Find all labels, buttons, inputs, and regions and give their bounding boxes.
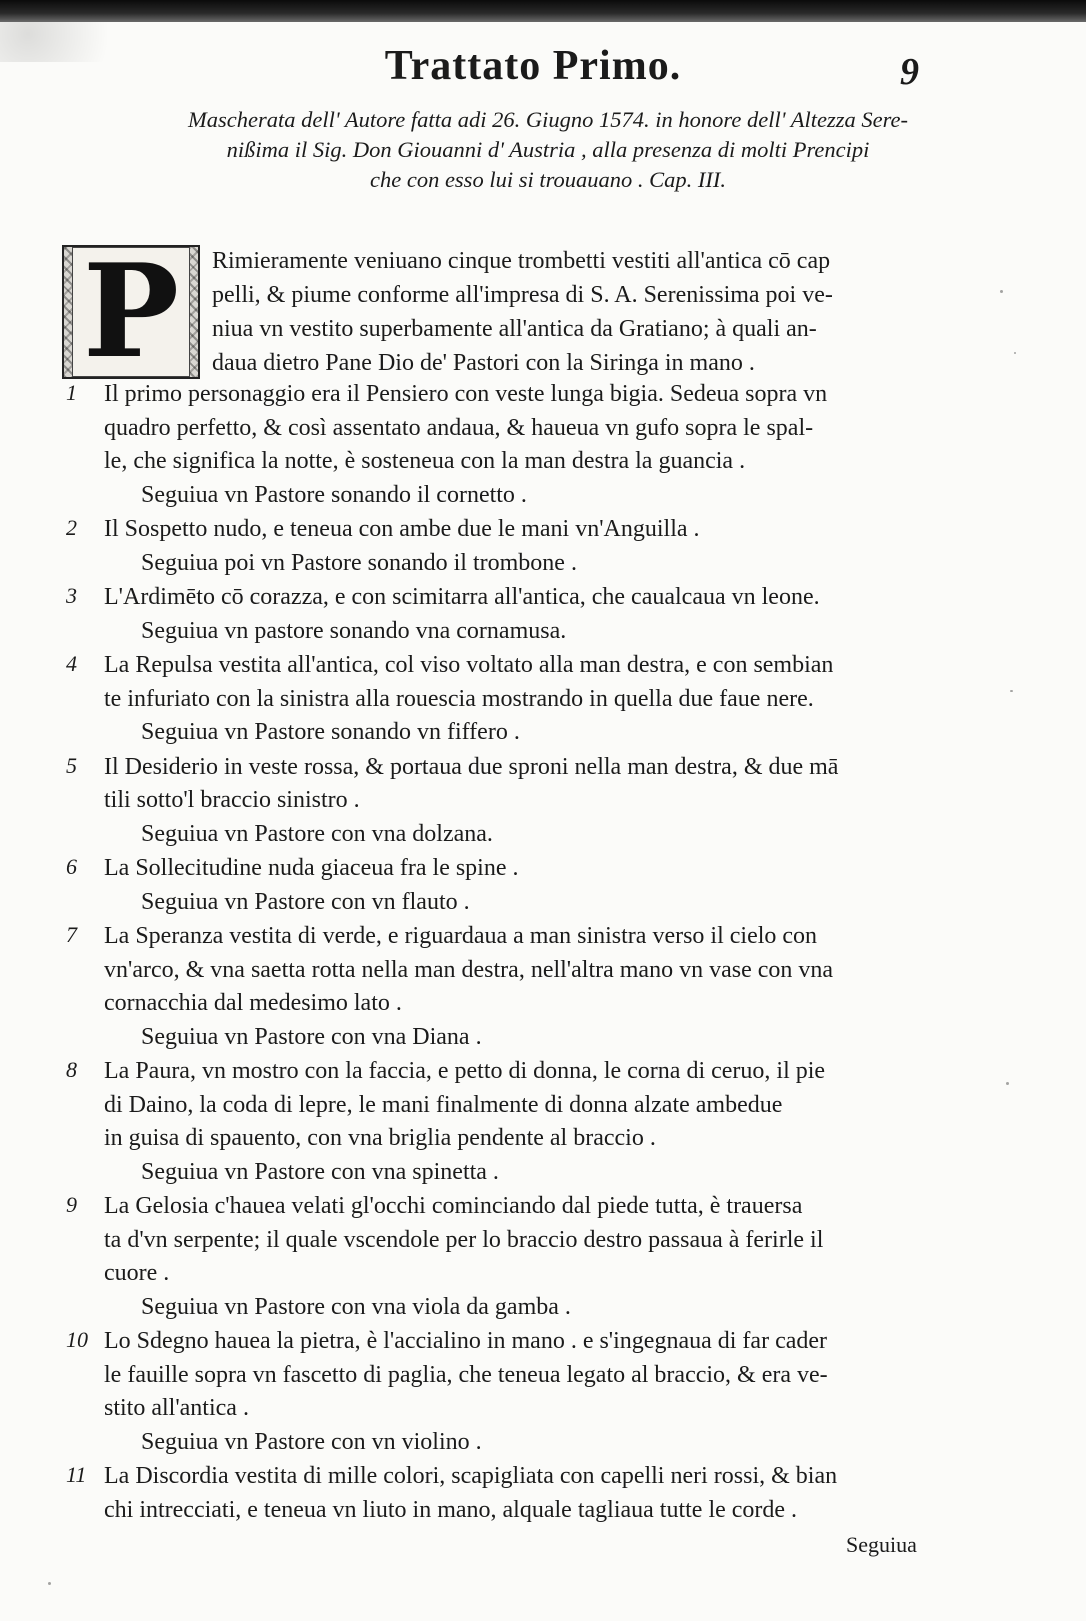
entry-line: La Discordia vestita di mille colori, scapigliata con capelli neri rossi, & bian (104, 1463, 838, 1489)
opening-line: daua dietro Pane Dio de' Pastori con la Siringa in mano . (212, 350, 755, 376)
entry (66, 649, 996, 716)
entry-text (104, 581, 996, 615)
ink-speck (1010, 690, 1013, 692)
entry-text (104, 1325, 996, 1426)
entry (66, 920, 996, 1021)
entry-text (104, 751, 996, 818)
opening-line: niua vn vestito superbamente all'antica da Gratiano; à quali an- (212, 316, 817, 342)
opening-line: pelli, & piume conforme all'impresa di S. A. Serenissima poi ve- (212, 282, 833, 308)
entry-number: 3 (66, 583, 77, 608)
entry (66, 751, 996, 818)
entry (66, 378, 996, 479)
entry-line: La Sollecitudine nuda giaceua fra le spine . (104, 855, 519, 881)
entry-line: tili sotto'l braccio sinistro . (104, 787, 360, 813)
entry-line: vn'arco, & vna saetta rotta nella man destra, nell'altra mano vn vase con vna (104, 956, 834, 983)
entry-number: 11 (66, 1462, 87, 1487)
entry-number: 7 (66, 922, 77, 947)
entry-number: 5 (66, 752, 77, 778)
entry-text (104, 1460, 996, 1527)
ink-speck (1014, 352, 1016, 354)
entry-line: La Gelosia c'hauea velati gl'occhi cominciando dal piede tutta, è trauersa (104, 1193, 803, 1219)
entry-follow-line: Seguiua vn pastore sonando vna cornamusa. (141, 617, 567, 644)
opening-line: Rimieramente veniuano cinque trombetti vestiti all'antica cō cap (212, 248, 831, 274)
entry-follow-line: Seguiua vn Pastore con vn violino . (141, 1428, 482, 1455)
entry-number: 8 (66, 1057, 77, 1082)
catchword: Seguiua (846, 1532, 917, 1557)
entry-text (104, 920, 996, 1021)
entry-number: 6 (66, 854, 77, 879)
ink-speck (1000, 290, 1003, 293)
entry-line: chi intrecciati, e teneua vn liuto in mano, alquale tagliaua tutte le corde . (104, 1496, 798, 1523)
entry-line: Il Sospetto nudo, e teneua con ambe due le mani vn'Anguilla . (104, 516, 700, 542)
entry-line: le fauille sopra vn fascetto di paglia, che teneua legato al braccio, & era ve- (104, 1361, 828, 1388)
scan-corner-noise (0, 22, 140, 62)
entry-number: 4 (66, 651, 77, 676)
entry-line: cornacchia dal medesimo lato . (104, 990, 402, 1016)
running-head-title: Trattato Primo. (384, 43, 682, 89)
numbered-entries (66, 378, 996, 1527)
entry-line: ta d'vn serpente; il quale vscendole per lo braccio destro passaua à ferirle il (104, 1226, 824, 1253)
entry-line: La Paura, vn mostro con la faccia, e petto di donna, le corna di ceruo, il pie (104, 1058, 826, 1084)
entry-number: 10 (66, 1327, 88, 1352)
entry-text (104, 513, 996, 547)
entry-line: La Repulsa vestita all'antica, col viso voltato alla man destra, e con sembian (104, 652, 834, 678)
entry-number: 9 (66, 1192, 77, 1217)
entry-text (104, 1190, 996, 1291)
heading-line: che con esso lui si trouauano . Cap. III. (369, 167, 726, 192)
ink-speck (48, 1582, 51, 1585)
heading-line: nißima il Sig. Don Giouanni d' Austria , alla presenza di molti Prencipi (226, 137, 870, 162)
entry-line: Lo Sdegno hauea la pietra, è l'accialino in mano . e s'ingegnaua di far cader (104, 1328, 828, 1354)
entry-text (104, 649, 996, 716)
entry-line: quadro perfetto, & così assentato andaua, & haueua vn gufo sopra le spal- (104, 414, 814, 441)
ornamented-initial (62, 237, 200, 387)
entry (66, 1190, 996, 1291)
entry (66, 1055, 996, 1156)
ink-speck (1006, 1082, 1009, 1085)
entry (66, 1460, 996, 1527)
entry-follow-line: Seguiua vn Pastore sonando vn fiffero . (141, 719, 520, 745)
entry (66, 1325, 996, 1426)
entry-line: in guisa di spauento, con vna briglia pendente al braccio . (104, 1125, 656, 1151)
heading-line: Mascherata dell' Autore fatta adi 26. Giugno 1574. in honore dell' Altezza Sere- (188, 107, 908, 132)
entry-number: 1 (66, 380, 77, 405)
chapter-heading (118, 105, 978, 195)
entry-follow-line: Seguiua poi vn Pastore sonando il trombone . (141, 549, 577, 576)
entry (66, 581, 996, 615)
entry-line: le, che significa la notte, è sosteneua con la man destra la guancia . (104, 448, 746, 474)
entry-line: L'Ardimēto cō corazza, e con scimitarra all'antica, che caualcaua vn leone. (104, 584, 820, 610)
entry (66, 513, 996, 547)
entry-line: te infuriato con la sinistra alla rouescia mostrando in quella due faue nere. (104, 685, 814, 712)
entry-line: di Daino, la coda di lepre, le mani finalmente di donna alzate ambedue (104, 1091, 783, 1118)
initial-letter: P (72, 247, 190, 377)
entry-line: cuore . (104, 1260, 170, 1286)
entry-line: Il Desiderio in veste rossa, & portaua due sproni nella man destra, & due mā (104, 753, 839, 780)
entry-follow-line: Seguiua vn Pastore con vna dolzana. (141, 820, 493, 847)
entry-text (104, 1055, 996, 1156)
entry-number: 2 (66, 515, 77, 540)
folio-number: 9 (900, 51, 919, 93)
entry-line: La Speranza vestita di verde, e riguardaua a man sinistra verso il cielo con (104, 923, 818, 949)
opening-paragraph (212, 244, 987, 380)
entry-line: Il primo personaggio era il Pensiero con veste lunga bigia. Sedeua sopra vn (104, 381, 828, 407)
entry-text (104, 852, 996, 886)
scan-edge-band (0, 0, 1086, 22)
entry-follow-line: Seguiua vn Pastore sonando il cornetto . (141, 481, 527, 508)
entry-follow-line: Seguiua vn Pastore con vna Diana . (141, 1023, 482, 1050)
entry-follow-line: Seguiua vn Pastore con vna spinetta . (141, 1158, 499, 1185)
entry (66, 852, 996, 886)
entry-follow-line: Seguiua vn Pastore con vna viola da gamba . (141, 1293, 571, 1320)
entry-line: stito all'antica . (104, 1395, 249, 1421)
entry-follow-line: Seguiua vn Pastore con vn flauto . (141, 888, 470, 915)
entry-text (104, 378, 996, 479)
